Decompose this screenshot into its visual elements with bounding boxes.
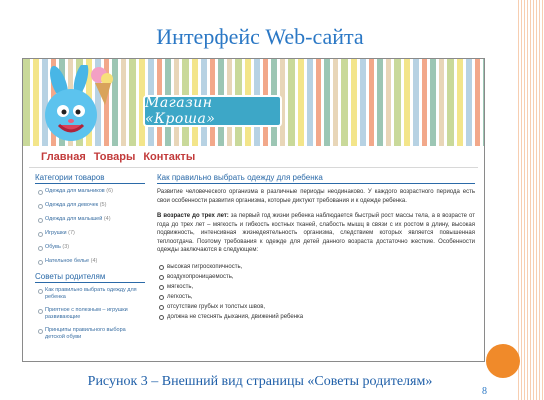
list-item: легкость,: [157, 292, 475, 302]
category-item[interactable]: Одежда для девочек (5): [45, 202, 145, 209]
article: [157, 173, 475, 322]
decorative-right-border: [518, 0, 544, 400]
page-number: 8: [482, 386, 487, 397]
article-heading: Как правильно выбрать одежду для ребенка: [157, 173, 475, 184]
list-item: отсутствие грубых и толстых швов,: [157, 302, 475, 312]
category-item[interactable]: Игрушки (7): [45, 230, 145, 237]
bunny-mascot-illustration: [29, 65, 125, 147]
slide-title: Интерфейс Web-сайта: [156, 24, 364, 49]
list-item: воздухопроницаемость,: [157, 272, 475, 282]
category-item[interactable]: Одежда для малышей (4): [45, 216, 145, 223]
advice-link[interactable]: Приятное с полезным – игрушки развивающие: [45, 307, 145, 321]
nav-link-products[interactable]: Товары: [93, 151, 136, 163]
article-paragraph-text: за первый год жизни ребенка наблюдается быстрый рост массы тела, а в возрасте от года до трех лет – мягкость и гибкость костных тканей, слабость мышц в связи с их ростом в длину, высокая подвижность, интенсивная жизнедеятельность организма, следствием которых является повышенная теплоотдача. Поэтому требования к одежде для детей данного возраста достаточно жесткие. Особенности одежды заключаются в следующем:: [157, 213, 475, 253]
article-intro: Развитие человеческого организма в различные периоды неодинаково. У каждого возрастного периода есть свои особенности развития организма, которые диктуют требования и к одежде ребенка.: [157, 189, 475, 204]
website-screenshot: [22, 58, 485, 362]
categories-heading: Категории товаров: [35, 173, 145, 184]
advice-heading: Советы родителям: [35, 272, 145, 283]
advice-link[interactable]: Как правильно выбрать одежду для ребенка: [45, 287, 145, 301]
list-item: высокая гигроскопичность,: [157, 262, 475, 272]
sidebar: [35, 173, 145, 347]
requirements-list: [157, 262, 475, 322]
category-item[interactable]: Нательное белье (4): [45, 258, 145, 265]
main-nav: [41, 151, 195, 163]
nav-link-contacts[interactable]: Контакты: [143, 151, 196, 163]
advice-link[interactable]: Принципы правильного выбора детской обуви: [45, 327, 145, 341]
decorative-orange-circle: [486, 344, 520, 378]
list-item: должна не стеснять дыхания, движений ребенка: [157, 312, 475, 322]
figure-caption: Рисунок 3 – Внешний вид страницы «Советы родителям»: [87, 374, 433, 389]
list-item: мягкость,: [157, 282, 475, 292]
category-item[interactable]: Обувь (3): [45, 244, 145, 251]
nav-divider: [29, 167, 478, 168]
logo-text: Магазин «Кроша»: [145, 95, 216, 127]
category-item[interactable]: Одежда для мальчиков (6): [45, 188, 145, 195]
site-logo[interactable]: [143, 95, 282, 127]
article-paragraph-lead: В возрасте до трех лет:: [157, 213, 229, 219]
nav-link-home[interactable]: Главная: [41, 151, 86, 163]
article-paragraph: [157, 212, 475, 255]
